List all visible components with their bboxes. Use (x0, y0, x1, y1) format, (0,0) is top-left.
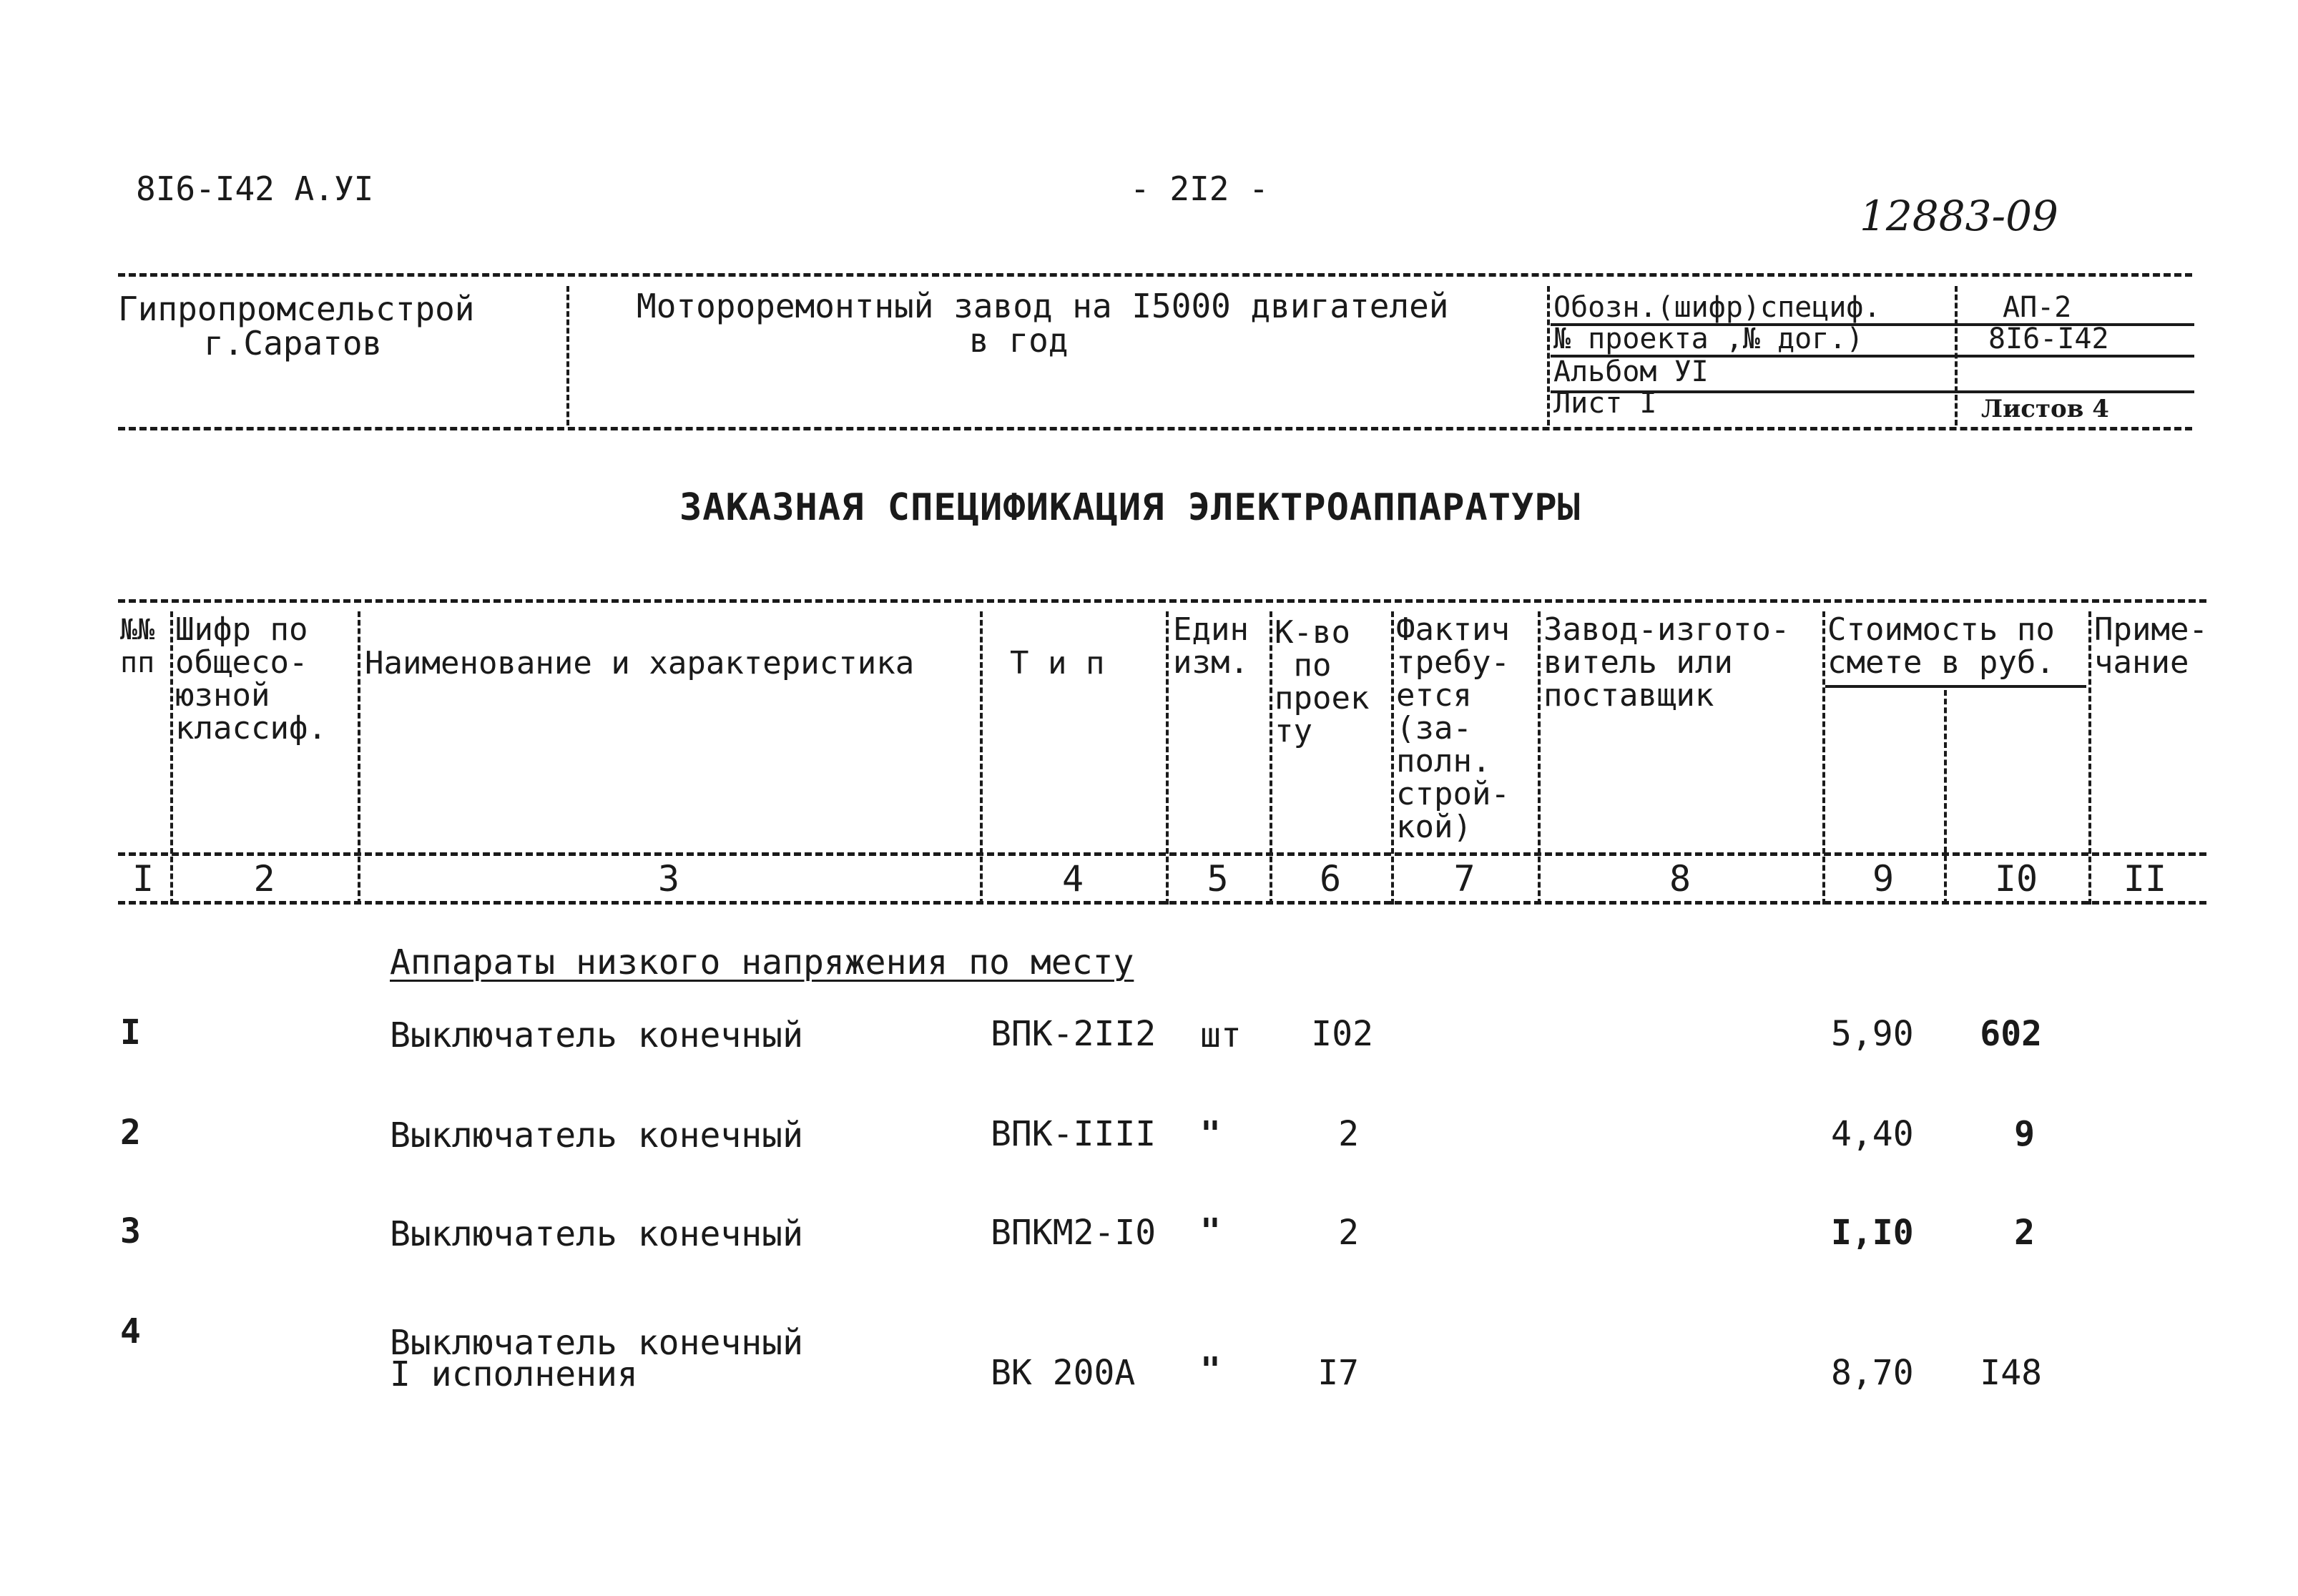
stamp-divider-1 (566, 286, 569, 425)
col-header-actual: Фактич требу- ется (за- полн. строй- кой) (1396, 611, 1510, 845)
row-type: ВПК-IIII (991, 1114, 1157, 1154)
row-number: I (120, 1013, 141, 1053)
table-header-rule (118, 852, 2206, 856)
col-number-7: 7 (1453, 858, 1475, 900)
cost-subheader-rule (1825, 685, 2086, 688)
row-price: I,I0 (1831, 1213, 1914, 1253)
stamp-top-rule (118, 273, 2192, 277)
row-total: I48 (1980, 1353, 2042, 1393)
col-header-cost: Стоимость по смете в руб. (1827, 611, 2055, 681)
row-price: 8,70 (1831, 1353, 1914, 1393)
col-header-note: Приме- чание (2094, 611, 2208, 681)
row-name: Выключатель конечный (390, 1115, 803, 1156)
row-name: Выключатель конечный (390, 1015, 803, 1055)
col-header-manufacturer: Завод-изгото- витель или поставщик (1543, 611, 1790, 714)
row-name-cont: I исполнения (390, 1354, 638, 1394)
col-number-6: 6 (1319, 858, 1342, 900)
col-number-11: II (2123, 858, 2167, 900)
document-title: ЗАКАЗНАЯ СПЕЦИФИКАЦИЯ ЭЛЕКТРОАППАРАТУРЫ (679, 486, 1581, 529)
stamp-label-album: Альбом УI (1553, 355, 1709, 388)
col-header-name: Наименование и характеристика (365, 645, 915, 681)
page-number: - 2I2 - (1130, 169, 1269, 208)
stamp-divider-2 (1547, 286, 1550, 425)
row-qty: I02 (1311, 1014, 1373, 1054)
row-number: 4 (120, 1311, 141, 1351)
section-heading: Аппараты низкого напряжения по месту (390, 942, 1134, 982)
row-type: ВК 200А (991, 1353, 1136, 1393)
col-number-2: 2 (253, 858, 275, 900)
col-number-4: 4 (1061, 858, 1084, 900)
stamp-value-spec-code: АП-2 (2003, 291, 2072, 324)
row-total: 2 (2014, 1213, 2035, 1253)
col-number-9: 9 (1872, 858, 1895, 900)
project-name-cont: в год (969, 321, 1069, 360)
stamp-label-spec-code: Обозн.(шифр)специф. (1553, 291, 1881, 324)
organization-city: г.Саратов (204, 324, 383, 363)
organization-name: Гипропромсельстрой (118, 290, 475, 328)
stamp-bottom-rule (118, 427, 2192, 430)
col-number-8: 8 (1669, 858, 1691, 900)
document-code: 8I6-I42 А.УI (136, 169, 374, 208)
stamp-value-sheets: Листов 4 (1981, 395, 2109, 423)
col-header-type: Т и п (1010, 645, 1105, 681)
row-qty: 2 (1338, 1213, 1359, 1253)
table-top-rule (118, 599, 2206, 603)
stamp-label-project-no: № проекта ,№ дог.) (1553, 322, 1864, 355)
row-number: 3 (120, 1211, 141, 1251)
row-number: 2 (120, 1113, 141, 1153)
col-header-qty: К-во по проек ту (1275, 614, 1370, 749)
col-number-1: I (132, 858, 154, 900)
col-header-unit: Един изм. (1173, 611, 1249, 681)
row-total: 9 (2014, 1114, 2035, 1154)
row-qty: I7 (1317, 1353, 1359, 1393)
col-number-3: 3 (657, 858, 680, 900)
row-unit: шт (1200, 1015, 1242, 1055)
row-name: Выключатель конечный (390, 1214, 803, 1254)
row-type: ВПКМ2-I0 (991, 1213, 1157, 1253)
col-header-no: №№ пп (120, 614, 155, 679)
project-name: Мотороремонтный завод на I5000 двигателей (637, 287, 1449, 325)
row-unit: " (1200, 1350, 1221, 1390)
row-type: ВПК-2II2 (991, 1014, 1157, 1054)
handwritten-number: 12883-09 (1860, 192, 2058, 240)
row-unit: " (1200, 1211, 1221, 1251)
col-number-5: 5 (1207, 858, 1229, 900)
row-price: 5,90 (1831, 1014, 1914, 1054)
row-unit: " (1200, 1114, 1221, 1154)
row-qty: 2 (1338, 1114, 1359, 1154)
stamp-value-project-no: 8I6-I42 (1988, 322, 2109, 355)
stamp-inner-rule-3 (1551, 390, 2194, 393)
stamp-label-sheet: Лист I (1553, 387, 1657, 420)
row-total: 602 (1980, 1014, 2042, 1054)
col-number-10: I0 (1994, 858, 2038, 900)
col-header-class-code: Шифр по общесо- юзной классиф. (175, 611, 327, 747)
table-numbers-rule (118, 901, 2206, 905)
row-price: 4,40 (1831, 1114, 1914, 1154)
row-name: Выключатель конечный (390, 1323, 803, 1363)
